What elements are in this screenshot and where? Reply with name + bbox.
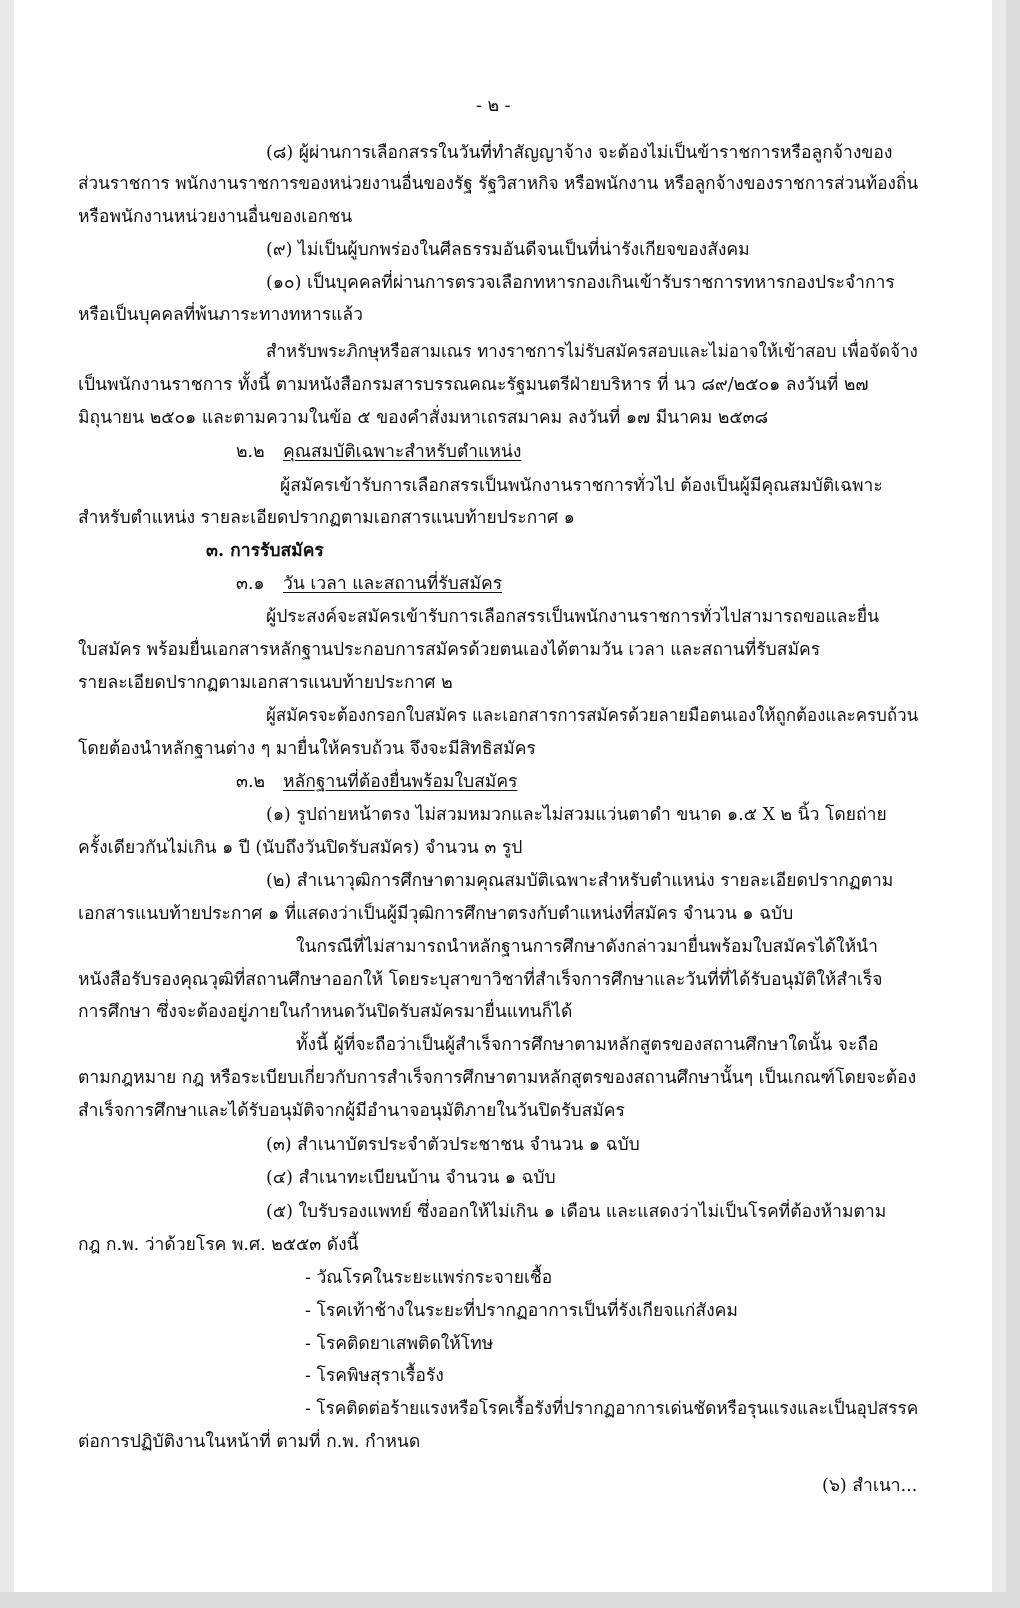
disease-item-4: - โรคพิษสุราเรื้อรัง (305, 1366, 444, 1386)
disease-item-1: - วัณโรคในระยะแพร่กระจายเชื้อ (305, 1268, 553, 1288)
section-3-2-heading: หลักฐานที่ต้องยื่นพร้อมใบสมัคร (283, 772, 518, 792)
section-2-2-line-2: สำหรับตำแหน่ง รายละเอียดปรากฏตามเอกสารแนบท้ายประกาศ ๑ (78, 508, 575, 528)
item-9: (๙) ไม่เป็นผู้บกพร่องในศีลธรรมอันดีจนเป็นที่น่ารังเกียจของสังคม (266, 240, 750, 260)
monk-paragraph-line-3: มิถุนายน ๒๕๐๑ และตามความในข้อ ๕ ของคำสั่งมหาเถรสมาคม ลงวันที่ ๑๗ มีนาคม ๒๕๓๘ (78, 408, 769, 428)
monk-paragraph-line-2: เป็นพนักงานราชการ ทั้งนี้ ตามหนังสือกรมสารบรรณคณะรัฐมนตรีฝ่ายบริหาร ที่ นว ๘๙/๒๕๐๑ ลงวันที่ ๒๗ (78, 375, 869, 395)
page-edge-right (1006, 0, 1020, 1608)
section-3-heading: ๓. การรับสมัคร (206, 541, 324, 561)
doc-item-1-line-1: (๑) รูปถ่ายหน้าตรง ไม่สวมหมวกและไม่สวมแว่นตาดำ ขนาด ๑.๕ X ๒ นิ้ว โดยถ่าย (266, 805, 887, 825)
doc-item-3: (๓) สำเนาบัตรประจำตัวประชาชน จำนวน ๑ ฉบับ (266, 1135, 640, 1155)
doc-item-2-line-2: เอกสารแนบท้ายประกาศ ๑ ที่แสดงว่าเป็นผู้มีวุฒิการศึกษาตรงกับตำแหน่งที่สมัคร จำนวน ๑ ฉบับ (78, 904, 794, 924)
item-8-line-2: ส่วนราชการ พนักงานราชการของหน่วยงานอื่นของรัฐ รัฐวิสาหกิจ หรือพนักงาน หรือลูกจ้างของราชการส่วนท้องถิ่น (78, 174, 919, 194)
disease-item-5-line-2: ต่อการปฏิบัติงานในหน้าที่ ตามที่ ก.พ. กำหนด (78, 1432, 421, 1452)
disease-item-3: - โรคติดยาเสพติดให้โทษ (305, 1334, 494, 1354)
monk-paragraph-line-1: สำหรับพระภิกษุหรือสามเณร ทางราชการไม่รับสมัครสอบและไม่อาจให้เข้าสอบ เพื่อจัดจ้าง (266, 342, 918, 362)
section-3-1-heading: วัน เวลา และสถานที่รับสมัคร (283, 574, 503, 594)
section-3-1-para-1-line-1: ผู้ประสงค์จะสมัครเข้ารับการเลือกสรรเป็นพนักงานราชการทั่วไปสามารถขอและยื่น (266, 607, 880, 627)
doc-item-2-rule-line-2: ตามกฎหมาย กฎ หรือระเบียบเกี่ยวกับการสำเร็จการศึกษาตามหลักสูตรของสถานศึกษานั้นๆ เป็นเกณฑ์โดยจะต้อง (78, 1068, 917, 1088)
section-2-2-heading: คุณสมบัติเฉพาะสำหรับตำแหน่ง (283, 442, 522, 462)
doc-item-2-note-line-1: ในกรณีที่ไม่สามารถนำหลักฐานการศึกษาดังกล่าวมายื่นพร้อมใบสมัครได้ให้นำ (296, 937, 878, 957)
disease-item-5-line-1: - โรคติดต่อร้ายแรงหรือโรคเรื้อรังที่ปรากฏอาการเด่นชัดหรือรุนแรงและเป็นอุปสรรค (305, 1399, 919, 1419)
doc-item-4: (๔) สำเนาทะเบียนบ้าน จำนวน ๑ ฉบับ (266, 1168, 556, 1188)
continuation-marker: (๖) สำเนา... (822, 1476, 918, 1496)
doc-item-5-line-1: (๕) ใบรับรองแพทย์ ซึ่งออกให้ไม่เกิน ๑ เดือน และแสดงว่าไม่เป็นโรคที่ต้องห้ามตาม (266, 1202, 887, 1222)
item-8-line-1: (๘) ผู้ผ่านการเลือกสรรในวันที่ทำสัญญาจ้าง จะต้องไม่เป็นข้าราชการหรือลูกจ้างของ (266, 143, 893, 163)
section-3-1-number: ๓.๑ (236, 574, 265, 594)
item-8-line-3: หรือพนักงานหน่วยงานอื่นของเอกชน (78, 207, 353, 227)
page-number: - ๒ - (476, 96, 511, 116)
section-3-1-para-1-line-2: ใบสมัคร พร้อมยื่นเอกสารหลักฐานประกอบการสมัครด้วยตนเองได้ตามวัน เวลา และสถานที่รับสมัคร (78, 640, 821, 660)
item-10-line-1: (๑๐) เป็นบุคคลที่ผ่านการตรวจเลือกทหารกองเกินเข้ารับราชการทหารกองประจำการ (266, 273, 895, 293)
page-edge-bottom (0, 1592, 1020, 1608)
item-10-line-2: หรือเป็นบุคคลที่พ้นภาระทางทหารแล้ว (78, 305, 363, 325)
section-2-2-line-1: ผู้สมัครเข้ารับการเลือกสรรเป็นพนักงานราชการทั่วไป ต้องเป็นผู้มีคุณสมบัติเฉพาะ (280, 476, 883, 496)
doc-item-2-line-1: (๒) สำเนาวุฒิการศึกษาตามคุณสมบัติเฉพาะสำหรับตำแหน่ง รายละเอียดปรากฏตาม (266, 871, 894, 891)
section-3-1-para-2-line-2: โดยต้องนำหลักฐานต่าง ๆ มายื่นให้ครบถ้วน จึงจะมีสิทธิสมัคร (78, 739, 536, 759)
section-3-1-para-2-line-1: ผู้สมัครจะต้องกรอกใบสมัคร และเอกสารการสมัครด้วยลายมือตนเองให้ถูกต้องและครบถ้วน (266, 706, 919, 726)
doc-item-5-line-2: กฎ ก.พ. ว่าด้วยโรค พ.ศ. ๒๕๕๓ ดังนี้ (78, 1235, 359, 1255)
doc-item-1-line-2: ครั้งเดียวกันไม่เกิน ๑ ปี (นับถึงวันปิดรับสมัคร) จำนวน ๓ รูป (78, 838, 523, 858)
disease-item-2: - โรคเท้าช้างในระยะที่ปรากฏอาการเป็นที่รังเกียจแก่สังคม (305, 1301, 738, 1321)
doc-item-2-note-line-3: การศึกษา ซึ่งจะต้องอยู่ภายในกำหนดวันปิดรับสมัครมายื่นแทนก็ได้ (78, 1002, 573, 1022)
section-3-2-number: ๓.๒ (236, 772, 266, 792)
section-2-2-number: ๒.๒ (236, 442, 265, 462)
doc-item-2-rule-line-3: สำเร็จการศึกษาและได้รับอนุมัติจากผู้มีอำนาจอนุมัติภายในวันปิดรับสมัคร (78, 1101, 625, 1121)
doc-item-2-rule-line-1: ทั้งนี้ ผู้ที่จะถือว่าเป็นผู้สำเร็จการศึกษาตามหลักสูตรของสถานศึกษาใดนั้น จะถือ (296, 1035, 879, 1055)
doc-item-2-note-line-2: หนังสือรับรองคุณวุฒิที่สถานศึกษาออกให้ โดยระบุสาขาวิชาที่สำเร็จการศึกษาและวันที่ที่ได้รับอนุมัติให้สำเร็จ (78, 970, 883, 990)
section-3-1-para-1-line-3: รายละเอียดปรากฏตามเอกสารแนบท้ายประกาศ ๒ (78, 673, 453, 693)
